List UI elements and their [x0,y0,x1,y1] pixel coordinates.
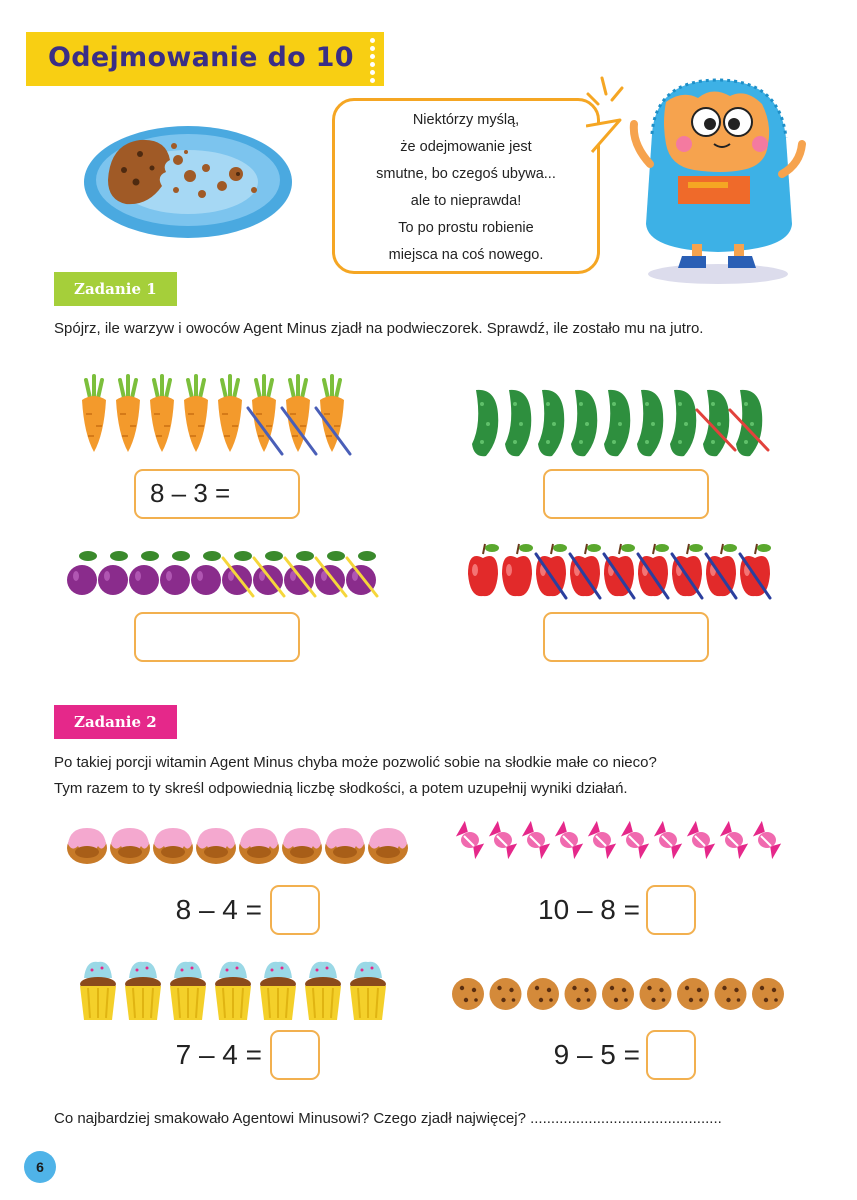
cupcake-item [260,962,296,1020]
apple-item [570,544,601,598]
apple-item [638,544,669,598]
answer-box-cookies[interactable] [646,1030,696,1080]
plum-item [191,551,221,595]
bubble-line: smutne, bo czegoś ubywa... [376,166,556,182]
carrot-item [218,376,242,452]
banner-dots [368,38,378,86]
plum-item [160,551,190,595]
cookie-item [715,978,747,1010]
answer-box-candies[interactable] [646,885,696,935]
apple-item [502,544,533,596]
plate-illustration [78,120,303,250]
cucumber-item [472,390,498,456]
carrot-item [316,376,350,454]
cupcake-item [350,962,386,1020]
task2-instruction [54,750,814,802]
cucumber-item [505,390,531,456]
equation-carrots: 8 – 3 = [150,478,231,508]
cucumber-item [604,390,630,456]
task1-tag: Zadanie 1 [54,272,177,306]
page-title: Odejmowanie do 10 [48,42,354,73]
candy-item [621,821,649,859]
cucumber-item [730,390,768,456]
task1-answer-box-cucumbers[interactable] [543,469,709,519]
apple-item [706,544,737,598]
candy-item [522,821,550,859]
candy-item [720,821,748,859]
cucumber-item [637,390,663,456]
donut-item [239,828,279,864]
donut-item [282,828,322,864]
plum-item [346,551,377,596]
task1-answer-box-carrots[interactable] [134,469,300,519]
equation-candies: 10 – 8 = [538,894,640,925]
donut-item [368,828,408,864]
task2-instruction-line: Tym razem to ty skreśl odpowiednią liczbę słodkości, a potem uzupełnij wyniki działań. [54,780,628,797]
apple-item [468,544,499,596]
apple-item [604,544,635,598]
speech-bubble-tail [586,118,626,158]
donut-item [196,828,236,864]
candy-item [456,821,484,859]
cupcake-item [80,962,116,1020]
task1-instruction: Spójrz, ile warzyw i owoców Agent Minus zjadł na podwieczorek. Sprawdź, ile zostało mu na jutro. [54,320,704,337]
bubble-line: ale to nieprawda! [410,193,522,209]
donut-item [153,828,193,864]
plum-item [129,551,159,595]
bubble-line: miejsca na coś nowego. [388,247,544,263]
carrot-item [116,376,140,452]
cookie-item [640,978,672,1010]
plum-item [222,551,253,596]
carrot-item [248,376,282,454]
apple-item [536,544,567,598]
plum-item [67,551,97,595]
cupcakes-group [76,958,386,1024]
closing-question: Co najbardziej smakowało Agentowi Minusowi? Czego zjadł najwięcej? .............................................. [54,1110,722,1127]
cookie-item [752,978,784,1010]
bubble-line: To po prostu robienie [398,220,534,236]
cucumber-item [697,390,735,456]
task2-instruction-line: Po takiej porcji witamin Agent Minus chyba może pozwolić sobie na słodkie małe co nieco? [54,754,657,771]
candy-item [555,821,583,859]
bubble-line: Niektórzy myślą, [412,112,520,128]
candies-group [454,818,788,866]
bubble-line: że odejmowanie jest [400,139,532,155]
speech-bubble-text [335,107,597,269]
plum-item [315,551,346,596]
donut-item [110,828,150,864]
candy-item [654,821,682,859]
apples-group [466,540,782,604]
donuts-group [66,822,418,872]
cucumber-item [670,390,696,456]
candy-item [687,821,715,859]
task2-tag: Zadanie 2 [54,705,177,739]
equation-cookies: 9 – 5 = [553,1039,640,1070]
carrot-item [282,376,316,454]
plum-item [98,551,128,595]
cucumbers-group [468,384,778,464]
cookie-item [452,978,484,1010]
carrot-item [184,376,208,452]
plum-item [284,551,315,596]
cookie-item [677,978,709,1010]
cupcake-item [170,962,206,1020]
cookies-group [450,972,796,1016]
page-number-badge: 6 [24,1151,56,1183]
agent-minus-mascot [622,74,812,290]
cupcake-item [125,962,161,1020]
plums-group [66,546,388,606]
apple-item [672,544,703,598]
answer-box-cupcakes[interactable] [270,1030,320,1080]
cookie-item [565,978,597,1010]
task1-answer-box-apples[interactable] [543,612,709,662]
carrot-item [82,376,106,452]
donut-item [325,828,365,864]
cucumber-item [571,390,597,456]
cookie-item [490,978,522,1010]
title-banner [26,32,384,86]
candy-item [753,821,781,859]
cookie-item [602,978,634,1010]
plum-item [253,551,284,596]
task1-answer-box-plums[interactable] [134,612,300,662]
cookie-item [527,978,559,1010]
speech-bubble [332,98,600,274]
equation-cupcakes: 7 – 4 = [175,1039,262,1070]
carrot-item [150,376,174,452]
cupcake-item [305,962,341,1020]
apple-item [740,544,771,598]
equation-donuts: 8 – 4 = [175,894,262,925]
cucumber-item [538,390,564,456]
donut-item [67,828,107,864]
answer-box-donuts[interactable] [270,885,320,935]
candy-item [489,821,517,859]
carrots-group [78,374,368,458]
candy-item [588,821,616,859]
cupcake-item [215,962,251,1020]
